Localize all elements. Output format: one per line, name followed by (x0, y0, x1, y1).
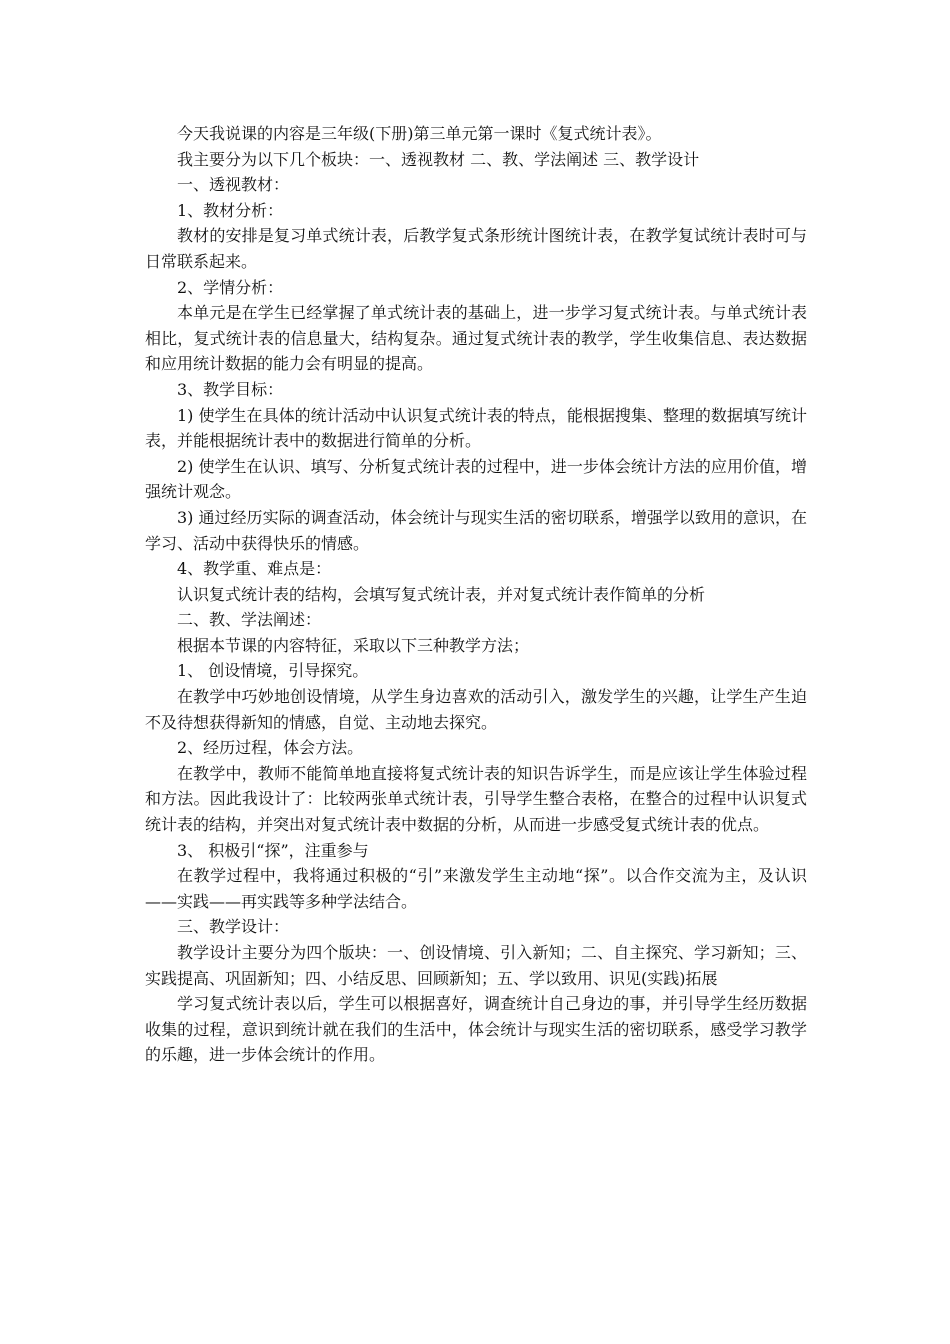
heading-section-2: 二、教、学法阐述： (177, 610, 322, 630)
paragraph-key-points: 认识复式统计表的结构，会填写复式统计表，并对复式统计表作简单的分析 (177, 584, 706, 604)
paragraph-design-overview: 教学设计主要分为四个版块：一、创设情境、引入新知；二、自主探究、学习新知；三、实践提高、巩固新知；四、小结反思、回顾新知；五、学以致用、识见(实践)拓展 (145, 943, 807, 988)
paragraph-goal-1: 1) 使学生在具体的统计活动中认识复式统计表的特点，能根据搜集、整理的数据填写统计表，并能根据统计表中的数据进行简单的分析。 (145, 405, 807, 451)
heading-teaching-goals: 3、教学目标： (177, 379, 284, 399)
paragraph-textbook-analysis: 教材的安排是复习单式统计表，后教学复式条形统计图统计表，在教学复试统计表时可与日常联系起来。 (145, 226, 807, 271)
heading-key-points: 4、教学重、难点是： (177, 559, 332, 579)
paragraph-method-1: 在教学中巧妙地创设情境，从学生身边喜欢的活动引入，激发学生的兴趣，让学生产生迫不及待想获得新知的情感，自觉、主动地去探究。 (145, 687, 807, 732)
paragraph-intro: 今天我说课的内容是三年级(下册)第三单元第一课时《复式统计表》。 (177, 124, 662, 143)
heading-section-1: 一、透视教材： (177, 175, 290, 195)
paragraph-sections-overview: 我主要分为以下几个板块：一、透视教材 二、教、学法阐述 三、教学设计 (177, 149, 700, 169)
paragraph-design-conclusion: 学习复式统计表以后，学生可以根据喜好，调查统计自己身边的事，并引导学生经历数据收集的过程，意识到统计就在我们的生活中，体会统计与现实生活的密切联系，感受学习教学的乐趣，进一步体会统计的作用。 (145, 994, 807, 1065)
paragraph-method-3: 在教学过程中，我将通过积极的“引”来激发学生主动地“探”。以合作交流为主，及认识——实践——再实践等多种学法结合。 (145, 866, 807, 911)
heading-section-3: 三、教学设计： (177, 917, 290, 937)
heading-student-analysis: 2、学情分析： (177, 277, 284, 297)
document-body (145, 121, 807, 1068)
paragraph-goal-2: 2) 使学生在认识、填写、分析复式统计表的过程中，进一步体会统计方法的应用价值，增强统计观念。 (145, 456, 807, 502)
paragraph-student-analysis: 本单元是在学生已经掌握了单式统计表的基础上，进一步学习复式统计表。与单式统计表相比，复式统计表的信息量大，结构复杂。通过复式统计表的教学，学生收集信息、表达数据和应用统计数据的能力会有明显的提高。 (145, 303, 807, 374)
paragraph-goal-3: 3) 通过经历实际的调查活动，体会统计与现实生活的密切联系，增强学以致用的意识，在学习、活动中获得快乐的情感。 (145, 507, 807, 553)
heading-method-2: 2、经历过程，体会方法。 (177, 738, 364, 758)
paragraph-methods-intro: 根据本节课的内容特征，采取以下三种教学方法； (177, 635, 530, 655)
paragraph-method-2: 在教学中，教师不能简单地直接将复式统计表的知识告诉学生，而是应该让学生体验过程和方法。因此我设计了：比较两张单式统计表，引导学生整合表格，在整合的过程中认识复式统计表的结构，并突出对复式统计表中数据的分析，从而进一步感受复式统计表的优点。 (145, 763, 807, 835)
heading-method-3: 3、 积极引“探”，注重参与 (177, 840, 369, 860)
heading-textbook-analysis: 1、教材分析： (177, 200, 284, 220)
heading-method-1: 1、 创设情境，引导探究。 (177, 661, 369, 681)
